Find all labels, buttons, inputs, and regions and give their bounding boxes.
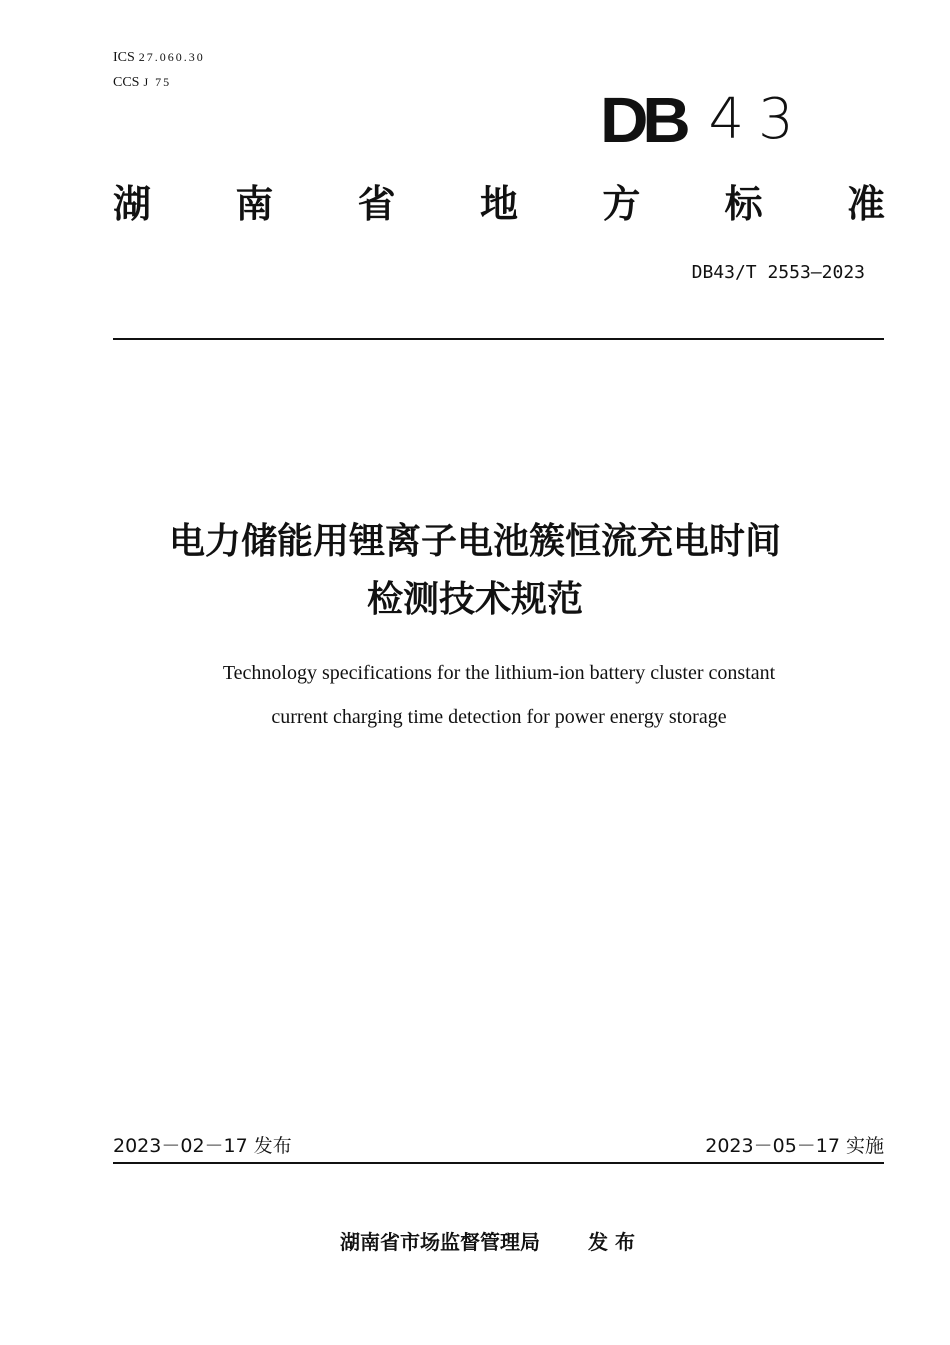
- ccs-line: [113, 70, 205, 95]
- title-en-line1: Technology specifications for the lithium-ion battery cluster constant: [222, 662, 776, 684]
- classification-codes: [113, 45, 205, 95]
- ics-label: ICS: [113, 50, 135, 65]
- standard-type-char: 南: [235, 182, 274, 226]
- issuer-org: 湖南省市场监督管理局: [340, 1230, 541, 1254]
- top-divider: [113, 338, 884, 340]
- ccs-value: J 75: [143, 75, 172, 89]
- title-cn-line2: 检测技术规范: [366, 579, 583, 620]
- bottom-divider: [113, 1162, 884, 1164]
- db-logo-number: 43: [708, 87, 808, 152]
- ics-line: [113, 45, 205, 70]
- ics-value: 27.060.30: [138, 50, 205, 64]
- standard-code: DB43/T 2553—2023: [691, 262, 865, 283]
- ccs-label: CCS: [113, 75, 140, 90]
- title-cn-line1: 电力储能用锂离子电池簇恒流充电时间: [168, 521, 781, 562]
- standard-type-char: 地: [479, 182, 518, 226]
- db-logo: [600, 84, 808, 156]
- standard-type-title: [113, 180, 885, 228]
- issuer: [0, 1228, 950, 1256]
- standard-type-char: 湖: [113, 182, 152, 226]
- standard-type-char: 准: [846, 182, 885, 226]
- standard-type-char: 标: [724, 182, 763, 226]
- publish-date: 2023－02－17 发布: [113, 1135, 292, 1157]
- issuer-action: 发 布: [588, 1230, 635, 1254]
- implement-date: 2023－05－17 实施: [705, 1135, 884, 1157]
- db-logo-mark: DB: [600, 84, 685, 156]
- standard-type-char: 省: [357, 182, 396, 226]
- standard-type-char: 方: [602, 182, 641, 226]
- title-en-line2: current charging time detection for power energy storage: [271, 706, 727, 728]
